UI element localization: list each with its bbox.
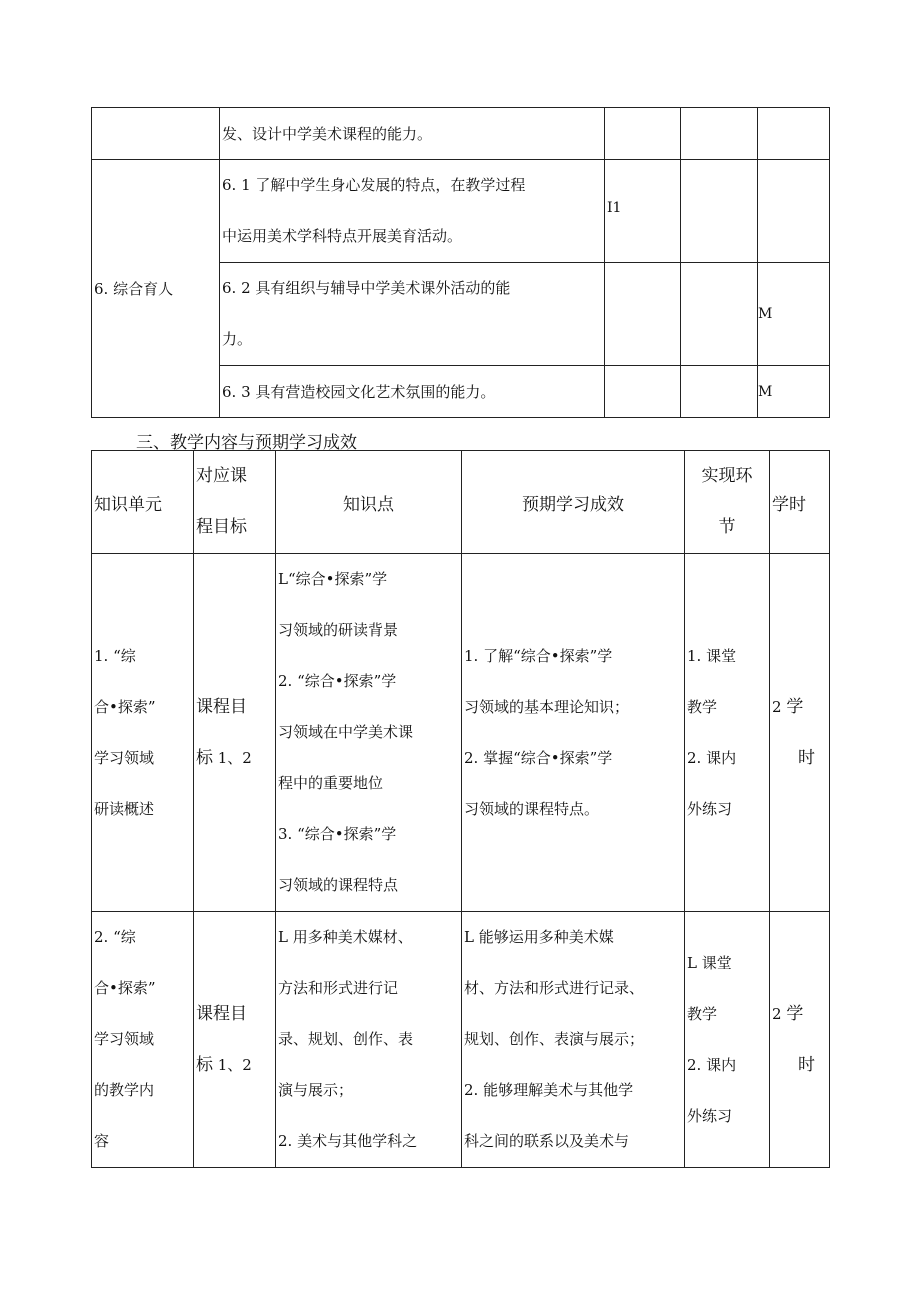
support-mark: M — [758, 306, 773, 322]
objective-text-cell — [220, 108, 605, 160]
hours-line: 时 — [798, 747, 815, 768]
objective-nums: 1、2 — [213, 1055, 252, 1074]
points-line: 2. “综合•探索”学 — [278, 672, 397, 690]
outcomes-line: 材、方法和形式进行记录、 — [464, 979, 645, 997]
links-line: 教学 — [687, 1004, 718, 1023]
outcomes-line: 2. 掌握“综合•探索”学 — [464, 748, 613, 767]
header-objective-line: 程目标 — [196, 517, 247, 537]
links-line: L 课堂 — [687, 953, 732, 972]
table-row — [92, 160, 830, 263]
objective-text: 发、设计中学美术课程的能力。 — [222, 125, 433, 143]
unit-line: 容 — [94, 1132, 110, 1150]
header-hours — [770, 451, 830, 554]
points-cell — [276, 554, 462, 912]
objective-group-label: 6. 综合育人 — [94, 280, 174, 298]
support-cell — [681, 366, 758, 418]
header-outcomes — [462, 451, 685, 554]
points-line: L 用多种美术媒材、 — [278, 928, 413, 946]
points-line: L“综合•探索”学 — [278, 570, 388, 588]
objective-cell — [194, 912, 276, 1168]
points-line: 习领域的课程特点 — [278, 876, 399, 894]
objective-prefix: 标 — [196, 747, 213, 768]
support-cell — [681, 263, 758, 366]
outcomes-cell — [462, 554, 685, 912]
unit-line: 学习领域 — [94, 1030, 155, 1048]
points-line: 3. “综合•探索”学 — [278, 825, 397, 843]
objective-text-line: 6. 1 了解中学生身心发展的特点，在教学过程 — [222, 176, 526, 194]
objective-line — [196, 733, 275, 784]
points-line: 习领域的研读背景 — [278, 621, 399, 639]
header-points-label: 知识点 — [343, 494, 394, 515]
objective-group-cell — [92, 108, 220, 160]
points-line: 习领域在中学美术课 — [278, 723, 414, 741]
support-cell — [758, 263, 830, 366]
unit-line: 学习领域 — [94, 748, 155, 767]
links-line: 1. 课堂 — [687, 646, 737, 665]
header-link-line: 节 — [718, 517, 736, 537]
outcomes-line: 习领域的基本理论知识； — [464, 697, 630, 716]
points-line: 2. 美术与其他学科之 — [278, 1132, 418, 1150]
objective-text: 6. 3 具有营造校园文化艺术氛围的能力。 — [222, 383, 496, 401]
points-line: 演与展示； — [278, 1081, 354, 1099]
links-cell — [685, 554, 770, 912]
links-line: 2. 课内 — [687, 1055, 737, 1074]
support-cell — [758, 108, 830, 160]
unit-line: 合•探索” — [94, 697, 156, 716]
unit-line: 研读概述 — [94, 799, 155, 818]
table-row — [92, 554, 830, 912]
header-points — [276, 451, 462, 554]
support-cell — [681, 160, 758, 263]
links-line: 2. 课内 — [687, 748, 737, 767]
unit-cell — [92, 554, 194, 912]
header-outcomes-label: 预期学习成效 — [522, 494, 624, 515]
support-cell — [605, 263, 681, 366]
links-line: 外练习 — [687, 799, 733, 818]
outcomes-line: 规划、创作、表演与展示； — [464, 1030, 645, 1048]
hours-num: 2 — [772, 697, 782, 716]
header-hours-label: 学时 — [772, 494, 806, 515]
objective-line — [196, 1040, 275, 1091]
objective-text-line: 6. 2 具有组织与辅导中学美术课外活动的能 — [222, 279, 511, 297]
outcomes-line: L 能够运用多种美术媒 — [464, 928, 614, 946]
hours-line: 时 — [798, 1054, 815, 1075]
header-objective-line: 对应课 — [196, 466, 247, 486]
objective-text-cell — [220, 263, 605, 366]
hours-cell — [770, 554, 830, 912]
table-row — [92, 912, 830, 1168]
hours-unit: 学 — [786, 1003, 804, 1024]
points-cell — [276, 912, 462, 1168]
outcomes-line: 2. 能够理解美术与其他学 — [464, 1081, 634, 1099]
support-cell — [605, 366, 681, 418]
hours-line — [772, 989, 829, 1040]
unit-line: 1. “综 — [94, 646, 136, 665]
objective-text-cell — [220, 160, 605, 263]
table-row — [92, 108, 830, 160]
hours-cell — [770, 912, 830, 1168]
hours-unit: 学 — [786, 696, 804, 717]
outcomes-cell — [462, 912, 685, 1168]
support-cell — [758, 160, 830, 263]
outcomes-line: 科之间的联系以及美术与 — [464, 1132, 630, 1150]
links-line: 外练习 — [687, 1106, 733, 1125]
objective-prefix: 标 — [196, 1054, 213, 1075]
header-link-line: 实现环 — [701, 466, 753, 486]
objective-nums: 1、2 — [213, 748, 252, 767]
header-objective — [194, 451, 276, 554]
objective-text-line: 力。 — [222, 330, 253, 348]
support-cell — [605, 108, 681, 160]
content-table — [91, 450, 830, 1168]
support-cell — [605, 160, 681, 263]
section-heading: 三、教学内容与预期学习成效 — [136, 433, 357, 453]
objective-matrix-table — [91, 107, 830, 418]
hours-line — [772, 682, 829, 733]
hours-num: 2 — [772, 1004, 782, 1023]
outcomes-line: 习领域的课程特点。 — [464, 799, 600, 818]
support-cell — [758, 366, 830, 418]
unit-line: 合•探索” — [94, 979, 156, 997]
links-line: 教学 — [687, 697, 718, 716]
support-cell — [681, 108, 758, 160]
objective-line: 课程目 — [196, 696, 247, 717]
points-line: 录、规划、创作、表 — [278, 1030, 414, 1048]
table-header-row — [92, 451, 830, 554]
unit-line: 的教学内 — [94, 1081, 155, 1099]
objective-text-line: 中运用美术学科特点开展美育活动。 — [222, 227, 463, 245]
header-unit — [92, 451, 194, 554]
objective-cell — [194, 554, 276, 912]
objective-group-cell — [92, 160, 220, 418]
objective-line: 课程目 — [196, 1003, 247, 1024]
points-line: 程中的重要地位 — [278, 774, 384, 792]
header-link — [685, 451, 770, 554]
support-mark: I1 — [607, 200, 622, 216]
points-line: 方法和形式进行记 — [278, 979, 399, 997]
header-unit-label: 知识单元 — [94, 494, 162, 515]
objective-text-cell — [220, 366, 605, 418]
links-cell — [685, 912, 770, 1168]
unit-line: 2. “综 — [94, 928, 136, 946]
unit-cell — [92, 912, 194, 1168]
support-mark: M — [758, 383, 773, 400]
outcomes-line: 1. 了解“综合•探索”学 — [464, 646, 613, 665]
